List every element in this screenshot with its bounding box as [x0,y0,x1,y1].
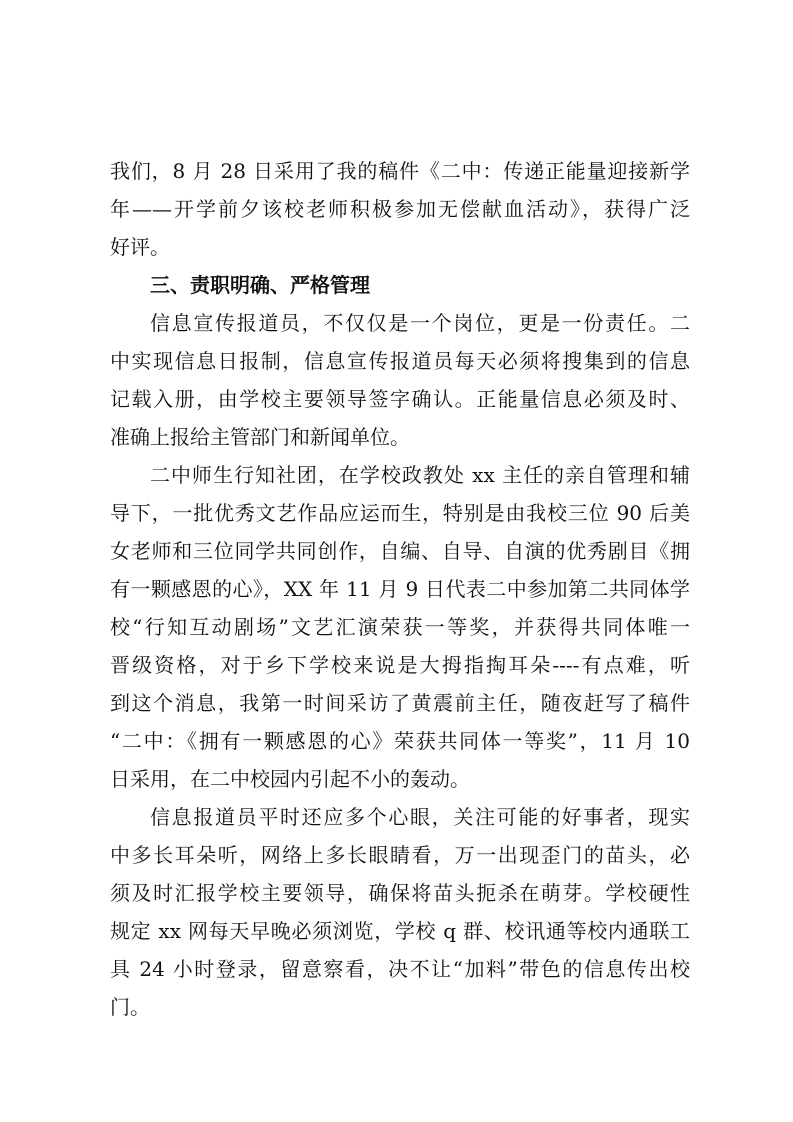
text-line: 日采用，在二中校园内引起不小的轰动。 [110,767,470,791]
section-heading: 三、责职明确、严格管理 [150,273,370,297]
text-line: “二中：《拥有一颗感恩的心》荣获共同体一等奖”，11 月 10 [110,729,690,753]
text-line: 记载入册，由学校主要领导签字确认。正能量信息必须及时、 [110,387,690,411]
text-line: 门。 [110,995,150,1019]
text-line: 二中师生行知社团，在学校政教处 xx 主任的亲自管理和辅 [150,463,690,487]
text-line: 导下，一批优秀文艺作品应运而生，特别是由我校三位 90 后美 [110,501,690,525]
text-line: 好评。 [110,235,170,259]
text-line: 准确上报给主管部门和新闻单位。 [110,425,410,449]
text-line: 有一颗感恩的心》，XX 年 11 月 9 日代表二中参加第二共同体学 [110,577,690,601]
text-line: 到这个消息，我第一时间采访了黄震前主任，随夜赶写了稿件 [110,691,690,715]
text-line: 具 24 小时登录，留意察看，决不让“加料”带色的信息传出校 [110,957,690,981]
text-line: 信息报道员平时还应多个心眼，关注可能的好事者，现实 [150,805,690,829]
text-line: 信息宣传报道员，不仅仅是一个岗位，更是一份责任。二 [150,311,690,335]
text-line: 中多长耳朵听，网络上多长眼睛看，万一出现歪门的苗头，必 [110,843,690,867]
text-line: 晋级资格，对于乡下学校来说是大拇指掏耳朵----有点难，听 [110,653,690,677]
text-line: 规定 xx 网每天早晚必须浏览，学校 q 群、校讯通等校内通联工 [110,919,690,943]
text-line: 年——开学前夕该校老师积极参加无偿献血活动》，获得广泛 [110,197,690,221]
text-line: 校“行知互动剧场”文艺汇演荣获一等奖，并获得共同体唯一 [110,615,690,639]
text-line: 中实现信息日报制，信息宣传报道员每天必须将搜集到的信息 [110,349,690,373]
text-line: 我们，8 月 28 日采用了我的稿件《二中：传递正能量迎接新学 [110,159,690,183]
text-line: 女老师和三位同学共同创作，自编、自导、自演的优秀剧目《拥 [110,539,690,563]
text-line: 须及时汇报学校主要领导，确保将苗头扼杀在萌芽。学校硬性 [110,881,690,905]
